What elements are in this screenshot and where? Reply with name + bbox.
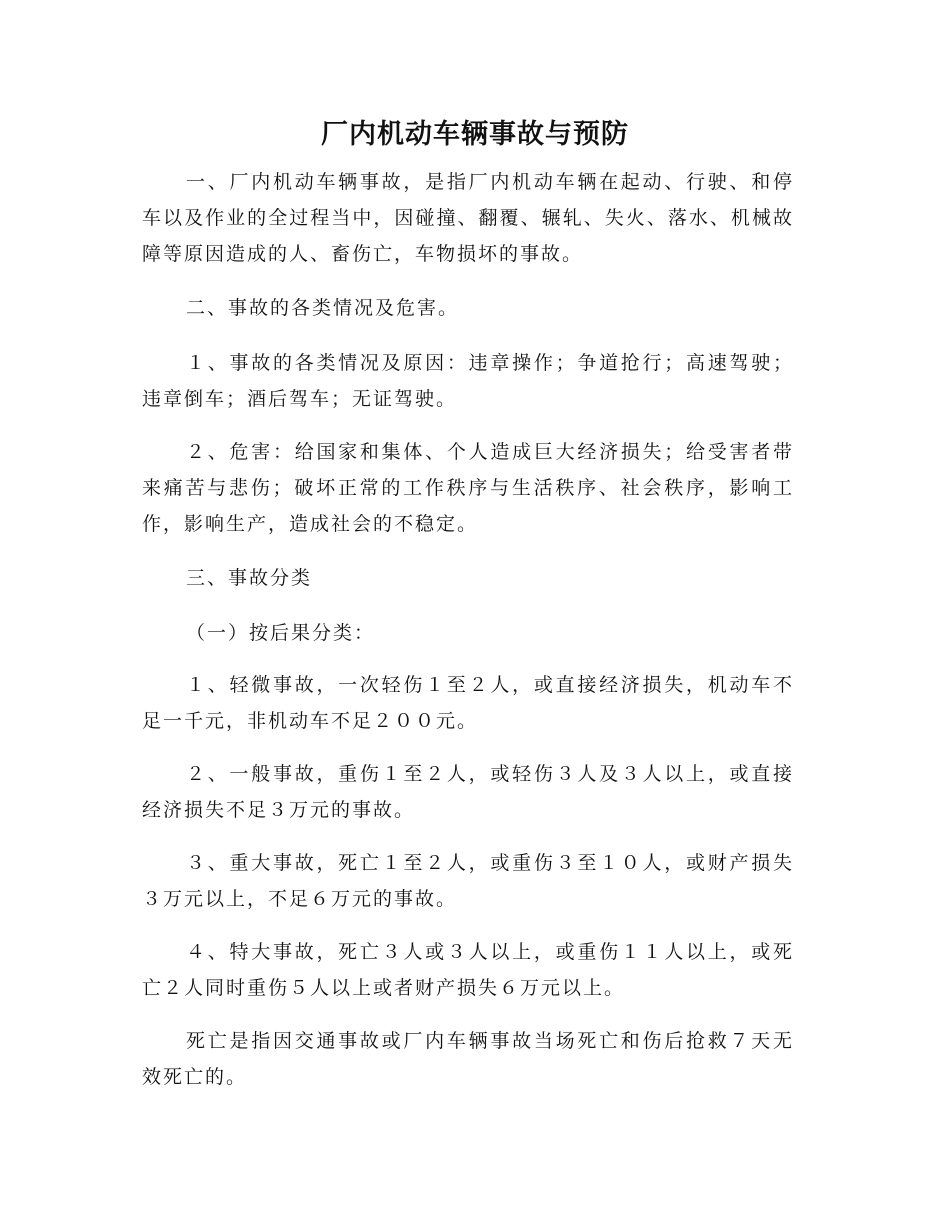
- paragraph-major-accident: ３、重大事故，死亡１至２人，或重伤３至１０人，或财产损失３万元以上，不足６万元的事故。: [142, 852, 794, 910]
- paragraph-section-three-heading: 三、事故分类: [186, 567, 313, 589]
- paragraph-causes: １、事故的各类情况及原因：违章操作；争道抢行；高速驾驶；违章倒车；酒后驾车；无证驾驶。: [142, 352, 794, 410]
- paragraph-section-two-heading: 二、事故的各类情况及危害。: [186, 297, 460, 319]
- document-title: 厂内机动车辆事故与预防: [321, 119, 629, 150]
- paragraph-death-definition: 死亡是指因交通事故或厂内车辆事故当场死亡和伤后抢救７天无效死亡的。: [142, 1030, 794, 1088]
- paragraph-minor-accident: １、轻微事故，一次轻伤１至２人，或直接经济损失，机动车不足一千元，非机动车不足２００元。: [142, 674, 794, 732]
- paragraph-general-accident: ２、一般事故，重伤１至２人，或轻伤３人及３人以上，或直接经济损失不足３万元的事故。: [142, 763, 794, 821]
- paragraph-extraordinary-accident: ４、特大事故，死亡３人或３人以上，或重伤１１人以上，或死亡２人同时重伤５人以上或者财产损失６万元以上。: [142, 941, 794, 999]
- paragraph-definition: 一、厂内机动车辆事故，是指厂内机动车辆在起动、行驶、和停车以及作业的全过程当中，因碰撞、翻覆、辗轧、失火、落水、机械故障等原因造成的人、畜伤亡，车物损坏的事故。: [142, 171, 794, 265]
- paragraph-classification-by-consequence: （一）按后果分类：: [186, 622, 376, 644]
- paragraph-hazards: ２、危害：给国家和集体、个人造成巨大经济损失；给受害者带来痛苦与悲伤；破坏正常的工作秩序与生活秩序、社会秩序，影响工作，影响生产，造成社会的不稳定。: [142, 441, 794, 535]
